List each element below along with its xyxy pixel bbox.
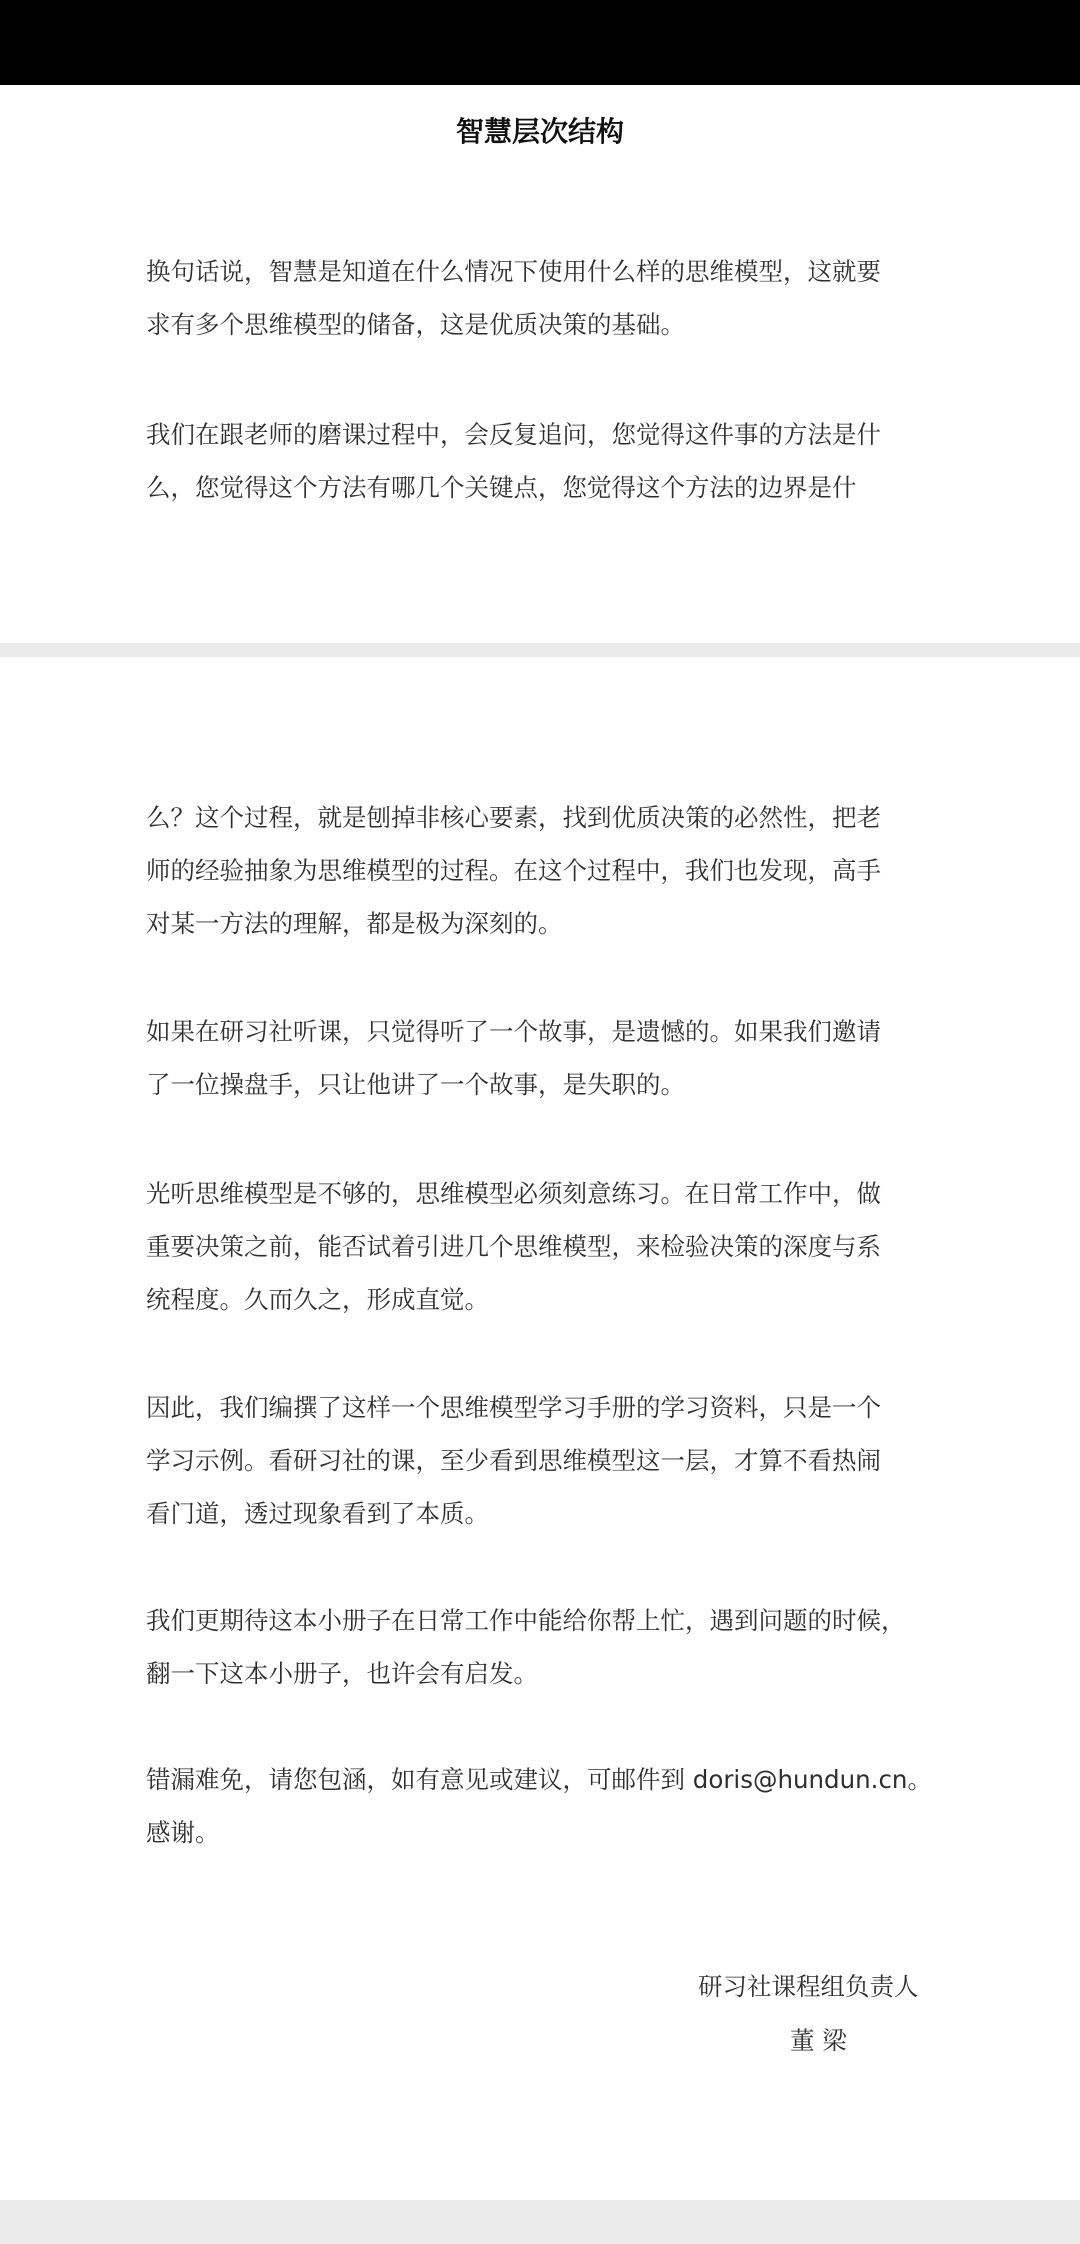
document-page-1 (0, 85, 1080, 643)
top-black-bar (0, 0, 1080, 85)
text-line: 看门道，透过现象看到了本质。 (146, 1499, 489, 1528)
text-line: 么，您觉得这个方法有哪几个关键点，您觉得这个方法的边界是什 (146, 473, 857, 502)
paragraph-wisdom-definition (146, 245, 946, 351)
text-line: 光听思维模型是不够的，思维模型必须刻意练习。在日常工作中，做 (146, 1179, 881, 1208)
text-line: 么？这个过程，就是刨掉非核心要素，找到优质决策的必然性，把老 (146, 803, 881, 832)
document-page-2 (0, 657, 1080, 2200)
text-line: 错漏难免，请您包涵，如有意见或建议，可邮件到 doris@hundun.cn。 (146, 1765, 932, 1794)
text-line: 换句话说，智慧是知道在什么情况下使用什么样的思维模型，这就要 (146, 257, 881, 286)
text-line: 我们更期待这本小册子在日常工作中能给你帮上忙，遇到问题的时候， (146, 1606, 906, 1635)
text-line: 统程度。久而久之，形成直觉。 (146, 1285, 489, 1314)
text-line: 我们在跟老师的磨课过程中，会反复追问，您觉得这件事的方法是什 (146, 420, 881, 449)
paragraph-course-review (146, 408, 946, 514)
text-line: 如果在研习社听课，只觉得听了一个故事，是遗憾的。如果我们邀请 (146, 1017, 881, 1046)
text-line: 了一位操盘手，只让他讲了一个故事，是失职的。 (146, 1070, 685, 1099)
paragraph-continuation (146, 791, 946, 950)
paragraph-feedback (146, 1753, 946, 1859)
paragraph-expectation (146, 1594, 946, 1700)
text-line: 因此，我们编撰了这样一个思维模型学习手册的学习资料，只是一个 (146, 1393, 881, 1422)
text-line: 求有多个思维模型的储备，这是优质决策的基础。 (146, 310, 685, 339)
signature-role: 研习社课程组负责人 (698, 1972, 919, 2001)
text-line: 感谢。 (146, 1818, 220, 1847)
text-line: 翻一下这本小册子，也许会有启发。 (146, 1659, 538, 1688)
signature-name: 董 梁 (790, 2026, 847, 2055)
paragraph-regret (146, 1005, 946, 1111)
text-line: 对某一方法的理解，都是极为深刻的。 (146, 909, 563, 938)
text-line: 学习示例。看研习社的课，至少看到思维模型这一层，才算不看热闹 (146, 1446, 881, 1475)
page-title: 智慧层次结构 (455, 115, 624, 148)
paragraph-handbook (146, 1381, 946, 1540)
paragraph-practice (146, 1167, 946, 1326)
text-line: 重要决策之前，能否试着引进几个思维模型，来检验决策的深度与系 (146, 1232, 881, 1261)
text-line: 师的经验抽象为思维模型的过程。在这个过程中，我们也发现，高手 (146, 856, 881, 885)
